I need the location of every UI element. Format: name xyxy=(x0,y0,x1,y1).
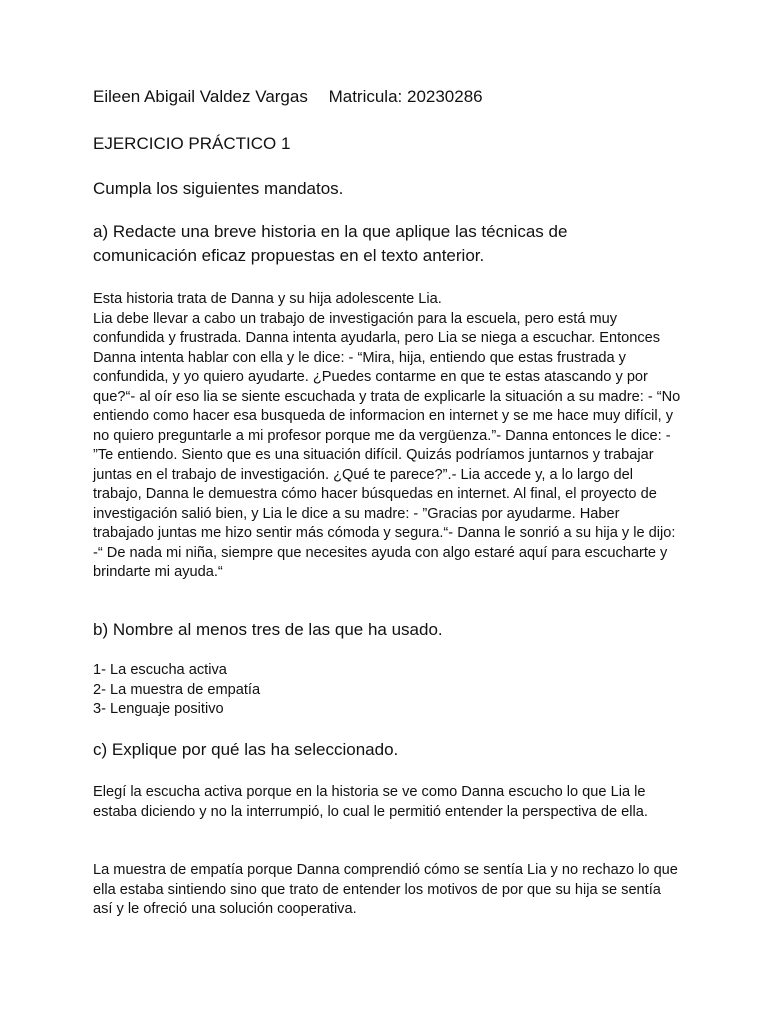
student-name: Eileen Abigail Valdez Vargas xyxy=(93,87,308,106)
answer-c-paragraph: Elegí la escucha activa porque en la historia se ve como Danna escucho lo que Lia le estaba diciendo y no la interrumpió, lo cual le permitió entender la perspectiva de ella. xyxy=(93,784,648,820)
answer-a-story: Esta historia trata de Danna y su hija adolescente Lia. Lia debe llevar a cabo un trabajo de investigación para la escuela, pero está muy confundida y frustrada. Danna intenta ayudarla, pero Lia se niega a escuchar. Entonces Danna intenta hablar con ella y le dice: - “Mira, hija, entiendo que estas frustrada y confundida, y yo quiero ayudarte. ¿Puedes contarme en que te estas atascando y por que?“- al oír eso lia se siente escuchada y trata de explicarle la situación a su madre: - “No entiendo como hacer esa busqueda de informacion en internet y se me hace muy difícil, y no quiero preguntarle a mi profesor porque me da vergüenza.”- Danna entonces le dice: - ”Te entiendo. Siento que es una situación difícil. Quizás podríamos juntarnos y trabajar juntas en el trabajo de investigación. ¿Qué te parece?”.- Lia accede y, a lo largo del trabajo, Danna le demuestra cómo hacer búsquedas en internet. Al final, el proyecto de investigación salió bien, y Lia le dice a su madre: - ”Gracias por ayudarme. Haber trabajado juntas me hizo sentir más cómoda y segura.“- Danna le sonrió a su hija y le dijo: -“ De nada mi niña, siempre que necesites ayuda con algo estaré aquí para escucharte y brindarte mi ayuda.“ xyxy=(93,291,681,580)
list-item: 1- La escucha activa xyxy=(93,662,227,678)
student-header xyxy=(93,87,483,107)
answer-b-list xyxy=(93,661,683,720)
answer-c-paragraph: La muestra de empatía porque Danna comprendió cómo se sentía Lia y no rechazo lo que ella estaba sintiendo sino que trato de entender los motivos de por que su hija se sentía así y le ofreció una solución cooperativa. xyxy=(93,862,678,917)
list-item: 2- La muestra de empatía xyxy=(93,681,261,698)
question-a: a) Redacte una breve historia en la que aplique las técnicas de comunicación eficaz propuestas en el texto anterior. xyxy=(93,222,568,265)
student-matricula: Matricula: 20230286 xyxy=(328,87,483,106)
exercise-title: EJERCICIO PRÁCTICO 1 xyxy=(93,134,291,153)
question-c: c) Explique por qué las ha seleccionado. xyxy=(93,740,399,759)
question-b: b) Nombre al menos tres de las que ha usado. xyxy=(93,620,443,639)
list-item: 3- Lenguaje positivo xyxy=(93,701,224,717)
instruction-text: Cumpla los siguientes mandatos. xyxy=(93,179,344,198)
